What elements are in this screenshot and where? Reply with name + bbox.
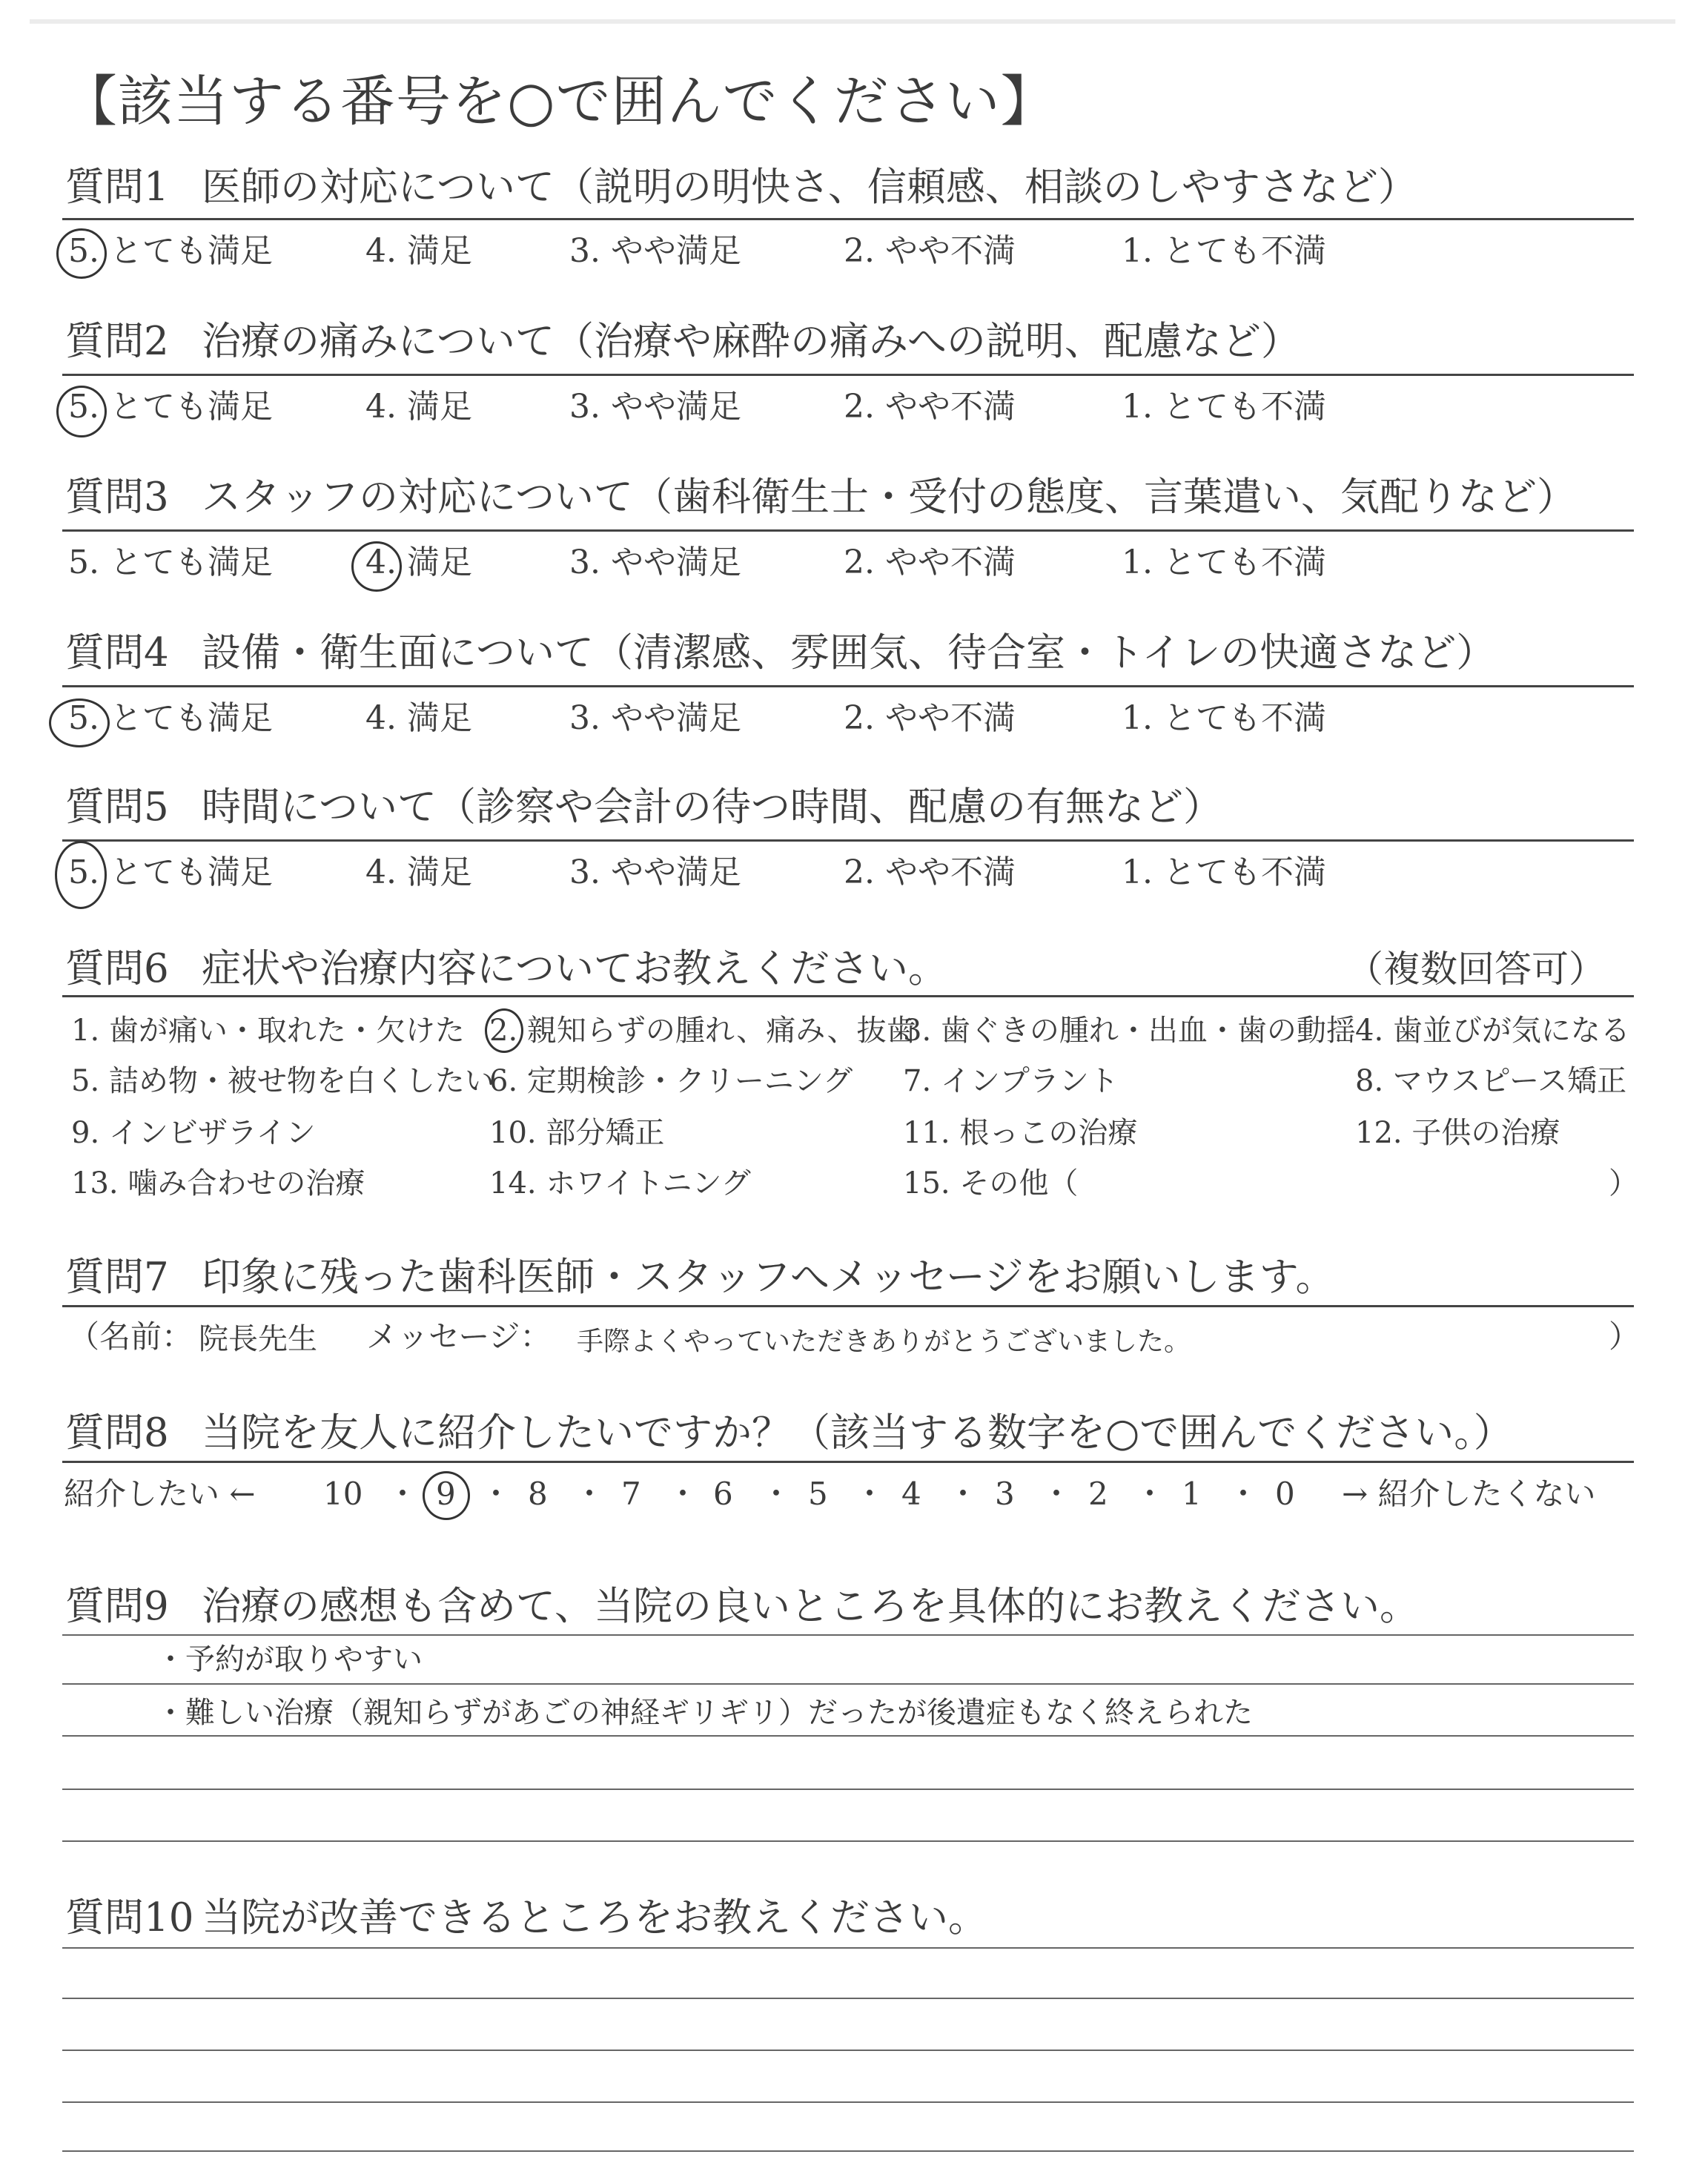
q6-option[interactable]: 13. 噛み合わせの治療 — [71, 1166, 365, 1200]
scale-value[interactable]: 0 — [1275, 1476, 1295, 1512]
recommend-left-label: 紹介したい ← — [64, 1476, 256, 1512]
scale-dot: ・ — [1134, 1476, 1166, 1512]
question-8 — [62, 1407, 1634, 1459]
scan-edge — [30, 19, 1675, 24]
q5-option-5[interactable]: 5. とても満足 — [68, 853, 273, 891]
scale-dot: ・ — [574, 1476, 606, 1512]
selection-circle — [56, 228, 107, 279]
question-text: 当院を友人に紹介したいですか？（該当する数字を○で囲んでください。） — [202, 1410, 1513, 1456]
q2-option-1[interactable]: 1. とても不満 — [1122, 388, 1326, 426]
answer-line — [62, 2050, 1634, 2051]
q3-option-2[interactable]: 2. やや不満 — [844, 544, 1016, 581]
selection-circle — [351, 541, 402, 592]
scale-value[interactable]: 1 — [1182, 1476, 1202, 1512]
question-label: 質問2 — [65, 319, 169, 364]
question-label: 質問8 — [65, 1410, 169, 1456]
question-5 — [62, 782, 1634, 833]
q3-option-5[interactable]: 5. とても満足 — [68, 544, 273, 581]
question-text: 設備・衛生面について（清潔感、雰囲気、待合室・トイレの快適さなど） — [202, 630, 1496, 676]
q3-option-3[interactable]: 3. やや満足 — [569, 544, 741, 581]
selection-circle — [423, 1471, 470, 1520]
question-text: 印象に残った歯科医師・スタッフへメッセージをお願いします。 — [202, 1255, 1335, 1300]
question-7 — [62, 1252, 1634, 1304]
q6-option[interactable]: 2. 親知らずの腫れ、痛み、抜歯 — [489, 1014, 916, 1048]
q6-option[interactable]: 12. 子供の治療 — [1355, 1116, 1560, 1150]
answer-line — [62, 1789, 1634, 1790]
scale-value[interactable]: 6 — [713, 1476, 733, 1512]
scale-dot: ・ — [1228, 1476, 1260, 1512]
question-6 — [62, 943, 1634, 995]
recommend-right-label: → 紹介したくない — [1342, 1476, 1596, 1512]
question-1 — [62, 162, 1634, 214]
scale-dot: ・ — [667, 1476, 699, 1512]
scale-value[interactable]: 9 — [436, 1476, 456, 1512]
q6-option[interactable]: 4. 歯並びが気になる — [1355, 1014, 1630, 1048]
selection-circle — [56, 386, 107, 437]
divider — [62, 1305, 1634, 1307]
question-label: 質問10 — [65, 1895, 194, 1941]
question-text: スタッフの対応について（歯科衛生士・受付の態度、言葉遣い、気配りなど） — [202, 475, 1576, 520]
selection-circle — [485, 1008, 523, 1053]
q1-option-4[interactable]: 4. 満足 — [365, 232, 472, 270]
question-text: 医師の対応について（説明の明快さ、信頼感、相談のしやすさなど） — [202, 165, 1417, 210]
scale-dot: ・ — [480, 1476, 512, 1512]
question-label: 質問7 — [65, 1255, 169, 1300]
question-text: 治療の感想も含めて、当院の良いところを具体的にお教えください。 — [202, 1584, 1419, 1629]
q4-option-4[interactable]: 4. 満足 — [365, 699, 472, 737]
divider — [62, 374, 1634, 376]
divider — [62, 218, 1634, 220]
scale-value[interactable]: 7 — [621, 1476, 641, 1512]
answer-handwriting: ・予約が取りやすい — [156, 1642, 423, 1677]
scale-value[interactable]: 3 — [995, 1476, 1015, 1512]
divider — [62, 995, 1634, 997]
q6-option-other[interactable]: 15. その他（ — [903, 1166, 1079, 1200]
q5-option-4[interactable]: 4. 満足 — [365, 853, 472, 891]
q6-option[interactable]: 11. 根っこの治療 — [903, 1116, 1138, 1150]
scale-dot: ・ — [854, 1476, 886, 1512]
answer-line — [62, 1634, 1634, 1636]
scale-dot: ・ — [387, 1476, 419, 1512]
q1-option-3[interactable]: 3. やや満足 — [569, 232, 741, 270]
question-text: 治療の痛みについて（治療や麻酔の痛みへの説明、配慮など） — [202, 319, 1300, 364]
question-text: 時間について（診察や会計の待つ時間、配慮の有無など） — [202, 785, 1222, 830]
q6-option[interactable]: 5. 詰め物・被せ物を白くしたい — [71, 1064, 494, 1098]
multiple-answer-note: （複数回答可） — [1346, 948, 1606, 991]
q4-option-3[interactable]: 3. やや満足 — [569, 699, 741, 737]
scale-value[interactable]: 2 — [1088, 1476, 1108, 1512]
q2-option-2[interactable]: 2. やや不満 — [844, 388, 1016, 426]
name-handwriting: 院長先生 — [199, 1322, 317, 1356]
q1-option-1[interactable]: 1. とても不満 — [1122, 232, 1326, 270]
divider — [62, 529, 1634, 532]
divider — [62, 685, 1634, 687]
scale-dot: ・ — [947, 1476, 979, 1512]
scale-value[interactable]: 8 — [528, 1476, 548, 1512]
q4-option-5[interactable]: 5. とても満足 — [68, 699, 273, 737]
q4-option-2[interactable]: 2. やや不満 — [844, 699, 1016, 737]
q6-option[interactable]: 10. 部分矯正 — [489, 1116, 665, 1150]
question-text: 症状や治療内容についてお教えください。 — [202, 946, 947, 991]
scale-dot: ・ — [761, 1476, 792, 1512]
q6-other-close: ） — [1609, 1166, 1638, 1200]
message-close: ） — [1609, 1318, 1641, 1355]
answer-line — [62, 1998, 1634, 1999]
q6-option[interactable]: 1. 歯が痛い・取れた・欠けた — [71, 1014, 465, 1048]
question-3 — [62, 472, 1634, 524]
divider — [62, 1461, 1634, 1463]
q4-option-1[interactable]: 1. とても不満 — [1122, 699, 1326, 737]
q1-option-5[interactable]: 5. とても満足 — [68, 232, 273, 270]
message-handwriting: 手際よくやっていただきありがとうございました。 — [577, 1327, 1191, 1357]
q6-option[interactable]: 3. 歯ぐきの腫れ・出血・歯の動揺 — [903, 1014, 1356, 1048]
q6-option[interactable]: 14. ホワイトニング — [489, 1166, 751, 1200]
scale-value[interactable]: 10 — [323, 1476, 363, 1512]
q3-option-4[interactable]: 4. 満足 — [365, 544, 472, 581]
answer-line — [62, 2150, 1634, 2152]
question-text: 当院が改善できるところをお教えください。 — [202, 1895, 987, 1941]
answer-line — [62, 1683, 1634, 1685]
q5-option-1[interactable]: 1. とても不満 — [1122, 853, 1326, 891]
page-title: 【該当する番号を○で囲んでください】 — [62, 70, 1056, 133]
q6-option[interactable]: 8. マウスピース矯正 — [1355, 1064, 1627, 1098]
question-9 — [62, 1581, 1634, 1633]
q3-option-1[interactable]: 1. とても不満 — [1122, 544, 1326, 581]
q5-option-3[interactable]: 3. やや満足 — [569, 853, 741, 891]
question-label: 質問9 — [65, 1584, 169, 1629]
scale-value[interactable]: 4 — [901, 1476, 921, 1512]
q1-option-2[interactable]: 2. やや不満 — [844, 232, 1016, 270]
selection-circle — [55, 841, 107, 909]
q2-option-5[interactable]: 5. とても満足 — [68, 388, 273, 426]
answer-handwriting: ・難しい治療（親知らずがあごの神経ギリギリ）だったが後遺症もなく終えられた — [156, 1696, 1253, 1730]
question-label: 質問5 — [65, 785, 169, 830]
message-label: メッセージ： — [366, 1318, 552, 1355]
scale-value[interactable]: 5 — [808, 1476, 828, 1512]
q6-option[interactable]: 7. インプラント — [903, 1064, 1119, 1098]
name-label: （名前： — [68, 1318, 193, 1355]
q2-option-3[interactable]: 3. やや満足 — [569, 388, 741, 426]
q5-option-2[interactable]: 2. やや不満 — [844, 853, 1016, 891]
question-label: 質問1 — [65, 165, 169, 210]
question-2 — [62, 316, 1634, 368]
q6-option[interactable]: 9. インビザライン — [71, 1116, 316, 1150]
answer-line — [62, 1947, 1634, 1949]
answer-line — [62, 2101, 1634, 2103]
question-label: 質問4 — [65, 630, 169, 676]
question-4 — [62, 627, 1634, 679]
q6-option[interactable]: 6. 定期検診・クリーニング — [489, 1064, 853, 1098]
answer-line — [62, 1735, 1634, 1737]
q2-option-4[interactable]: 4. 満足 — [365, 388, 472, 426]
scale-dot: ・ — [1041, 1476, 1073, 1512]
divider — [62, 839, 1634, 842]
question-label: 質問3 — [65, 475, 169, 520]
selection-circle — [49, 698, 110, 747]
answer-line — [62, 1840, 1634, 1842]
question-10 — [62, 1892, 1634, 1944]
question-label: 質問6 — [65, 946, 169, 991]
